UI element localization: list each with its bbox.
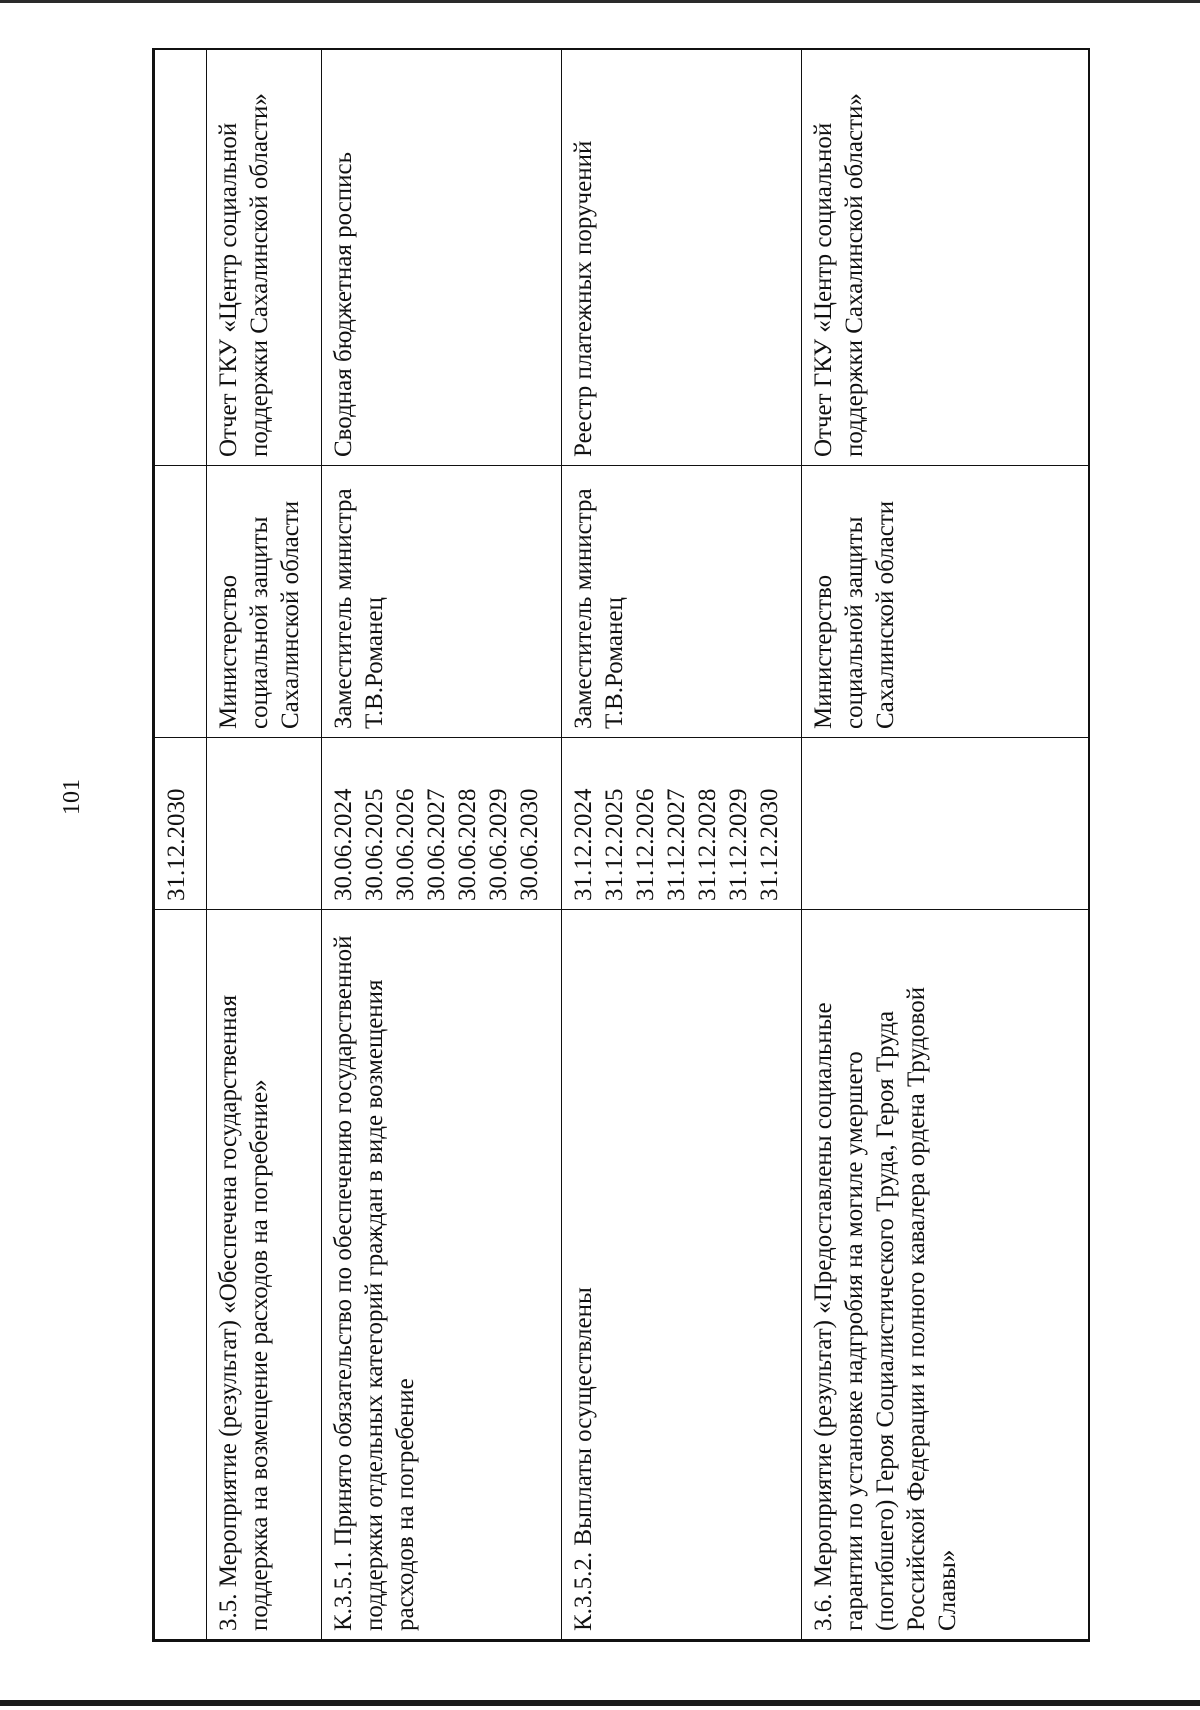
cell-responsible xyxy=(155,466,207,738)
cell-responsible: Министерство социальной защиты Сахалинской области xyxy=(802,466,1089,738)
table-row-k-3-5-1 xyxy=(322,50,562,1640)
scan-edge-top xyxy=(0,0,1200,3)
document-sheet xyxy=(152,48,1090,1642)
cell-date: 31.12.2024 31.12.2025 31.12.2026 31.12.2027 31.12.2028 31.12.2029 31.12.2030 xyxy=(562,738,802,910)
cell-document: Отчет ГКУ «Центр социальной поддержки Сахалинской области» xyxy=(802,50,1089,466)
plan-table xyxy=(154,49,1089,1640)
rotated-table-wrapper xyxy=(154,50,1088,1640)
cell-responsible: Заместитель министра Т.В.Романец xyxy=(322,466,562,738)
cell-name: К.3.5.1. Принято обязательство по обеспечению государственной поддержки отдельных категорий граждан в виде возмещения расходов на погребение xyxy=(322,910,562,1640)
table-row-k-3-5-2 xyxy=(562,50,802,1640)
cell-name xyxy=(155,910,207,1640)
cell-document xyxy=(155,50,207,466)
cell-name: 3.5. Мероприятие (результат) «Обеспечена государственная поддержка на возмещение расходов на погребение» xyxy=(207,910,322,1640)
table-row-3-6 xyxy=(802,50,1089,1640)
cell-document: Реестр платежных поручений xyxy=(562,50,802,466)
cell-date xyxy=(207,738,322,910)
table-row-top xyxy=(155,50,207,1640)
cell-responsible: Заместитель министра Т.В.Романец xyxy=(562,466,802,738)
cell-name: 3.6. Мероприятие (результат) «Предоставлены социальные гарантии по установке надгробия на могиле умершего (погибшего) Героя Социалистического Труда, Героя Труда Российской Федерации и полного кавалера ордена Трудовой Славы» xyxy=(802,910,1089,1640)
cell-date: 31.12.2030 xyxy=(155,738,207,910)
cell-date: 30.06.2024 30.06.2025 30.06.2026 30.06.2027 30.06.2028 30.06.2029 30.06.2030 xyxy=(322,738,562,910)
table-row-3-5 xyxy=(207,50,322,1640)
scan-edge-bottom xyxy=(0,1700,1200,1706)
page-number: 101 xyxy=(59,779,85,815)
cell-responsible: Министерство социальной защиты Сахалинской области xyxy=(207,466,322,738)
cell-date xyxy=(802,738,1089,910)
cell-document: Отчет ГКУ «Центр социальной поддержки Сахалинской области» xyxy=(207,50,322,466)
cell-name: К.3.5.2. Выплаты осуществлены xyxy=(562,910,802,1640)
cell-document: Сводная бюджетная роспись xyxy=(322,50,562,466)
